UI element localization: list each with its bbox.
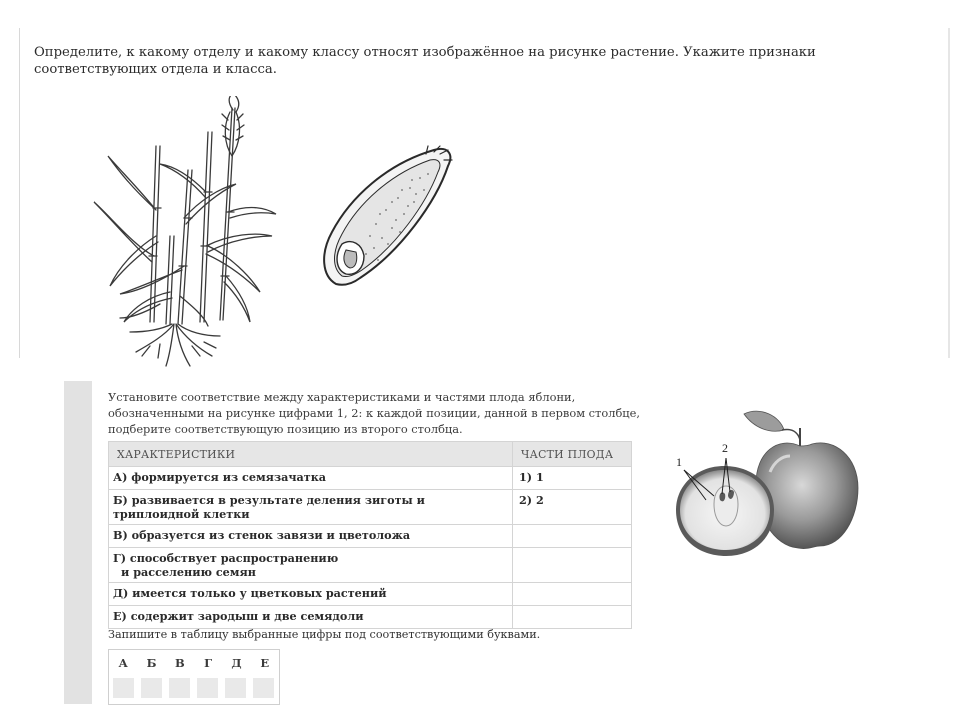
table-row	[109, 467, 632, 490]
characteristic-line-2: и расселению семян	[121, 565, 256, 579]
apple-label-2: 2	[722, 441, 728, 455]
apple-label-1: 1	[676, 455, 682, 469]
characteristic-line-1: Г) способствует распространению	[113, 551, 339, 565]
table-row	[109, 583, 632, 606]
answer-box-d[interactable]	[225, 678, 246, 698]
fruit-part-cell: 2) 2	[513, 490, 632, 525]
task-2-question: Установите соответствие между характеристиками и частями плода яблони, обозначенными на рисунке цифрами 1, 2: к каждой позиции, данной в первом столбце, подберите соответствующую позицию из второго столбца.	[108, 390, 640, 436]
col-header-fruit-parts: ЧАСТИ ПЛОДА	[513, 442, 632, 467]
characteristic-cell	[109, 548, 513, 583]
answer-letter: Е	[260, 656, 270, 670]
answer-letter: Б	[146, 656, 157, 670]
characteristic-cell: Д) имеется только у цветковых растений	[109, 583, 513, 606]
col-header-characteristics: ХАРАКТЕРИСТИКИ	[109, 442, 513, 467]
table-row	[109, 606, 632, 629]
fruit-part-cell: 1) 1	[513, 467, 632, 490]
answer-instruction: Запишите в таблицу выбранные цифры под соответствующими буквами.	[108, 628, 541, 641]
table-header-row	[109, 442, 632, 467]
answer-boxes-row	[113, 678, 274, 698]
apple-fruit-illustration	[670, 400, 860, 570]
answer-box-e[interactable]	[253, 678, 274, 698]
task-1-question: Определите, к какому отделу и какому классу относят изображённое на рисунке растение. Укажите признаки соответствующих отдела и класса.	[34, 45, 816, 77]
table-row	[109, 490, 632, 525]
fruit-part-cell	[513, 548, 632, 583]
answer-letter: Д	[231, 656, 242, 670]
characteristic-cell: В) образуется из стенок завязи и цветоложа	[109, 525, 513, 548]
answer-box-g[interactable]	[197, 678, 218, 698]
answer-box-a[interactable]	[113, 678, 134, 698]
matching-table	[108, 441, 632, 629]
characteristic-cell: А) формируется из семязачатка	[109, 467, 513, 490]
characteristic-cell: Е) содержит зародыш и две семядоли	[109, 606, 513, 629]
task-2-panel	[64, 381, 660, 704]
table-row	[109, 525, 632, 548]
wheat-grain-section-illustration	[316, 144, 456, 292]
answer-box-b[interactable]	[141, 678, 162, 698]
answer-letter: А	[118, 656, 128, 670]
left-gray-strip	[64, 381, 92, 704]
table-row	[109, 548, 632, 583]
fruit-part-cell	[513, 606, 632, 629]
fruit-part-cell	[513, 583, 632, 606]
fruit-part-cell	[513, 525, 632, 548]
task-1-panel	[19, 28, 950, 358]
answer-box-v[interactable]	[169, 678, 190, 698]
answer-letter: Г	[204, 656, 213, 670]
answer-grid	[108, 649, 280, 705]
answer-letters-row	[109, 656, 279, 670]
answer-letter: В	[174, 656, 185, 670]
wheat-plant-illustration	[80, 96, 280, 372]
characteristic-cell: Б) развивается в результате деления зиготы и триплоидной клетки	[109, 490, 513, 525]
